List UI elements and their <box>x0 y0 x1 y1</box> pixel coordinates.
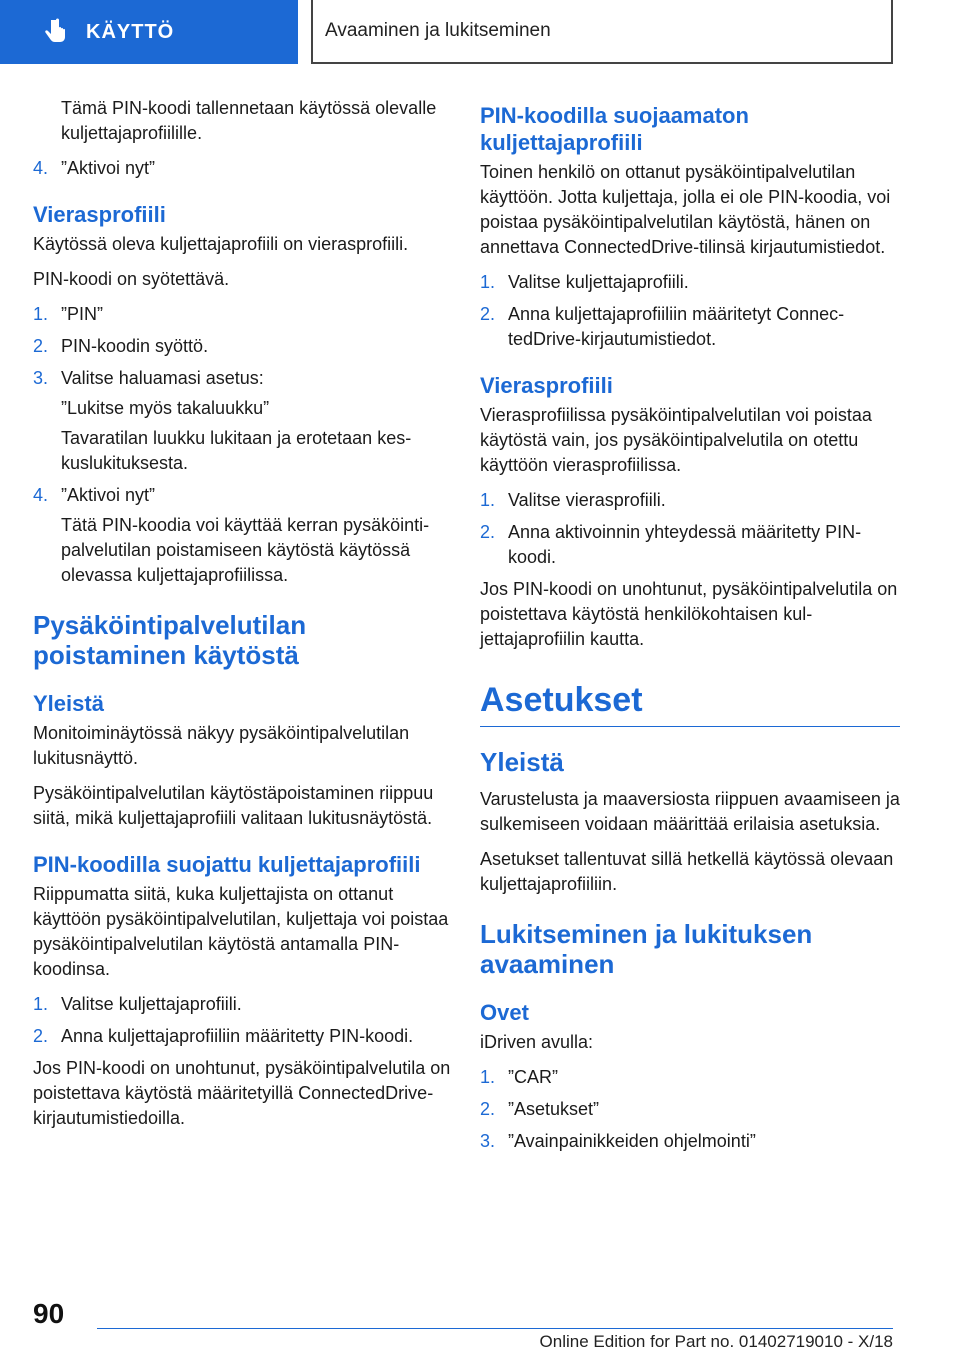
list-item <box>33 334 451 359</box>
hand-pointer-icon <box>40 17 70 47</box>
list-number: 1. <box>480 1067 496 1087</box>
list-text: Anna kuljettajaprofiiliin määritetyt ConnectedDrive-kirjautumistiedot. <box>508 304 845 349</box>
page-number: 90 <box>33 1298 65 1329</box>
paragraph: PIN-koodi on syötettävä. <box>33 269 230 289</box>
list-item <box>480 270 900 295</box>
heading-settings: Asetukset <box>480 680 900 727</box>
list-item <box>480 520 900 570</box>
heading-guest-profile: Vierasprofiili <box>33 202 166 227</box>
list-text: ”CAR” <box>508 1067 558 1087</box>
paragraph: Asetukset tallentuvat sillä hetkellä käytössä olevaan kuljettajaprofiiliin. <box>480 849 894 894</box>
paragraph: Vierasprofiilissa pysäköintipalvelutilan voi poistaa käytöstä vain, jos pysäköintipalvelutila on otettu käyttöön vierasprofiilissa. <box>480 405 872 475</box>
list-text: ”PIN” <box>61 304 103 324</box>
footer-edition: Online Edition for Part no. 01402719010 - X/18 <box>539 1332 893 1351</box>
list-text: Anna aktivoinnin yhteydessä määritetty PIN-koodi. <box>508 522 862 567</box>
list-number: 2. <box>33 1026 49 1046</box>
list-text: Valitse haluamasi asetus: <box>61 368 264 388</box>
paragraph: Riippumatta siitä, kuka kuljettajista on ottanut käyttöön pysäköintipalvelutilan, kuljettaja voi poistaa pysäköintipalvelutilan käytöstä antamalla PIN-koodinsa. <box>33 884 449 979</box>
paragraph: Jos PIN-koodi on unohtunut, pysäköintipalvelutila on poistettava käytöstä määritetyillä ConnectedDrive-kirjautumistiedoilla. <box>33 1058 451 1128</box>
list-text: Valitse kuljettajaprofiili. <box>508 272 689 292</box>
right-column <box>480 96 900 1161</box>
paragraph: Pysäköintipalvelutilan käytöstäpoistaminen riippuu siitä, mikä kuljettajaprofiili valitaan lukitusnäytöstä. <box>33 783 434 828</box>
list-number: 3. <box>33 368 49 388</box>
paragraph: Toinen henkilö on ottanut pysäköintipalvelutilan käyttöön. Jotta kuljettaja, jolla ei ole PIN-koodia, voi poistaa pysäköintipalvelutilan käytöstä, hänen on annettava ConnectedDrive-tilinsä kirjautumistiedot. <box>480 162 891 257</box>
list-number: 2. <box>480 522 496 542</box>
list-number: 2. <box>480 1099 496 1119</box>
paragraph: Varustelusta ja maaversiosta riippuen avaamiseen ja sulkemiseen voidaan määrittää erilaisia asetuksia. <box>480 789 900 834</box>
list-number: 2. <box>480 304 496 324</box>
list-item <box>33 992 451 1017</box>
list-text: ”Asetukset” <box>508 1099 600 1119</box>
list-text: PIN-koodin syöttö. <box>61 336 209 356</box>
section-tab[interactable] <box>311 0 893 64</box>
chapter-label: KÄYTTÖ <box>86 20 175 43</box>
footer-divider <box>97 1328 893 1329</box>
list-item <box>480 488 900 513</box>
heading-general: Yleistä <box>480 747 564 777</box>
list-number: 4. <box>33 158 49 178</box>
heading-locking-unlocking: Lukitseminen ja lukituksen avaaminen <box>480 919 813 979</box>
list-item <box>33 483 451 508</box>
list-text: Valitse kuljettajaprofiili. <box>61 994 242 1014</box>
list-item <box>33 302 451 327</box>
list-text: ”Aktivoi nyt” <box>61 485 156 505</box>
heading-guest-profile: Vierasprofiili <box>480 373 613 398</box>
list-item <box>480 302 900 352</box>
heading-pin-protected: PIN-koodilla suojattu kuljettajaprofiili <box>33 852 421 877</box>
chapter-tab[interactable] <box>0 0 298 64</box>
list-text: Valitse vierasprofiili. <box>508 490 666 510</box>
list-item <box>480 1129 900 1154</box>
heading-disable-valet: Pysäköintipalvelutilan poistaminen käytöstä <box>33 610 307 670</box>
paragraph: iDriven avulla: <box>480 1032 594 1052</box>
section-title: Avaaminen ja lukitseminen <box>325 20 551 41</box>
paragraph: Monitoiminäytössä näkyy pysäköintipalvelutilan lukitusnäyttö. <box>33 723 410 768</box>
paragraph: Käytössä oleva kuljettajaprofiili on vierasprofiili. <box>33 234 409 254</box>
heading-pin-unprotected: PIN-koodilla suojaamaton kuljettajaprofiili <box>480 103 749 155</box>
heading-doors: Ovet <box>480 1000 529 1025</box>
list-number: 1. <box>480 272 496 292</box>
list-number: 1. <box>480 490 496 510</box>
list-subtext: Tavaratilan luukku lukitaan ja erotetaan keskuslukituksesta. <box>61 428 412 473</box>
heading-general: Yleistä <box>33 691 104 716</box>
list-number: 3. <box>480 1131 496 1151</box>
list-item <box>33 366 451 391</box>
list-item <box>480 1097 900 1122</box>
list-item <box>33 156 451 181</box>
list-item <box>33 1024 451 1049</box>
list-subtext: ”Lukitse myös takaluukku” <box>61 398 270 418</box>
list-number: 1. <box>33 994 49 1014</box>
list-text: ”Avainpainikkeiden ohjelmointi” <box>508 1131 756 1151</box>
paragraph: Jos PIN-koodi on unohtunut, pysäköintipalvelutila on poistettava käytöstä henkilökohtaisen kuljettajaprofiilin kautta. <box>480 579 898 649</box>
list-number: 4. <box>33 485 49 505</box>
list-text: ”Aktivoi nyt” <box>61 158 156 178</box>
left-column <box>33 96 451 1141</box>
list-subtext: Tätä PIN-koodia voi käyttää kerran pysäköintipalvelutilan poistamiseen käytöstä käytössä olevassa kuljettajaprofiilissa. <box>61 515 430 585</box>
list-number: 2. <box>33 336 49 356</box>
list-number: 1. <box>33 304 49 324</box>
intro-continuation: Tämä PIN-koodi tallennetaan käytössä olevalle kuljettajaprofiilille. <box>61 98 437 143</box>
list-item <box>480 1065 900 1090</box>
list-text: Anna kuljettajaprofiiliin määritetty PIN-koodi. <box>61 1026 414 1046</box>
